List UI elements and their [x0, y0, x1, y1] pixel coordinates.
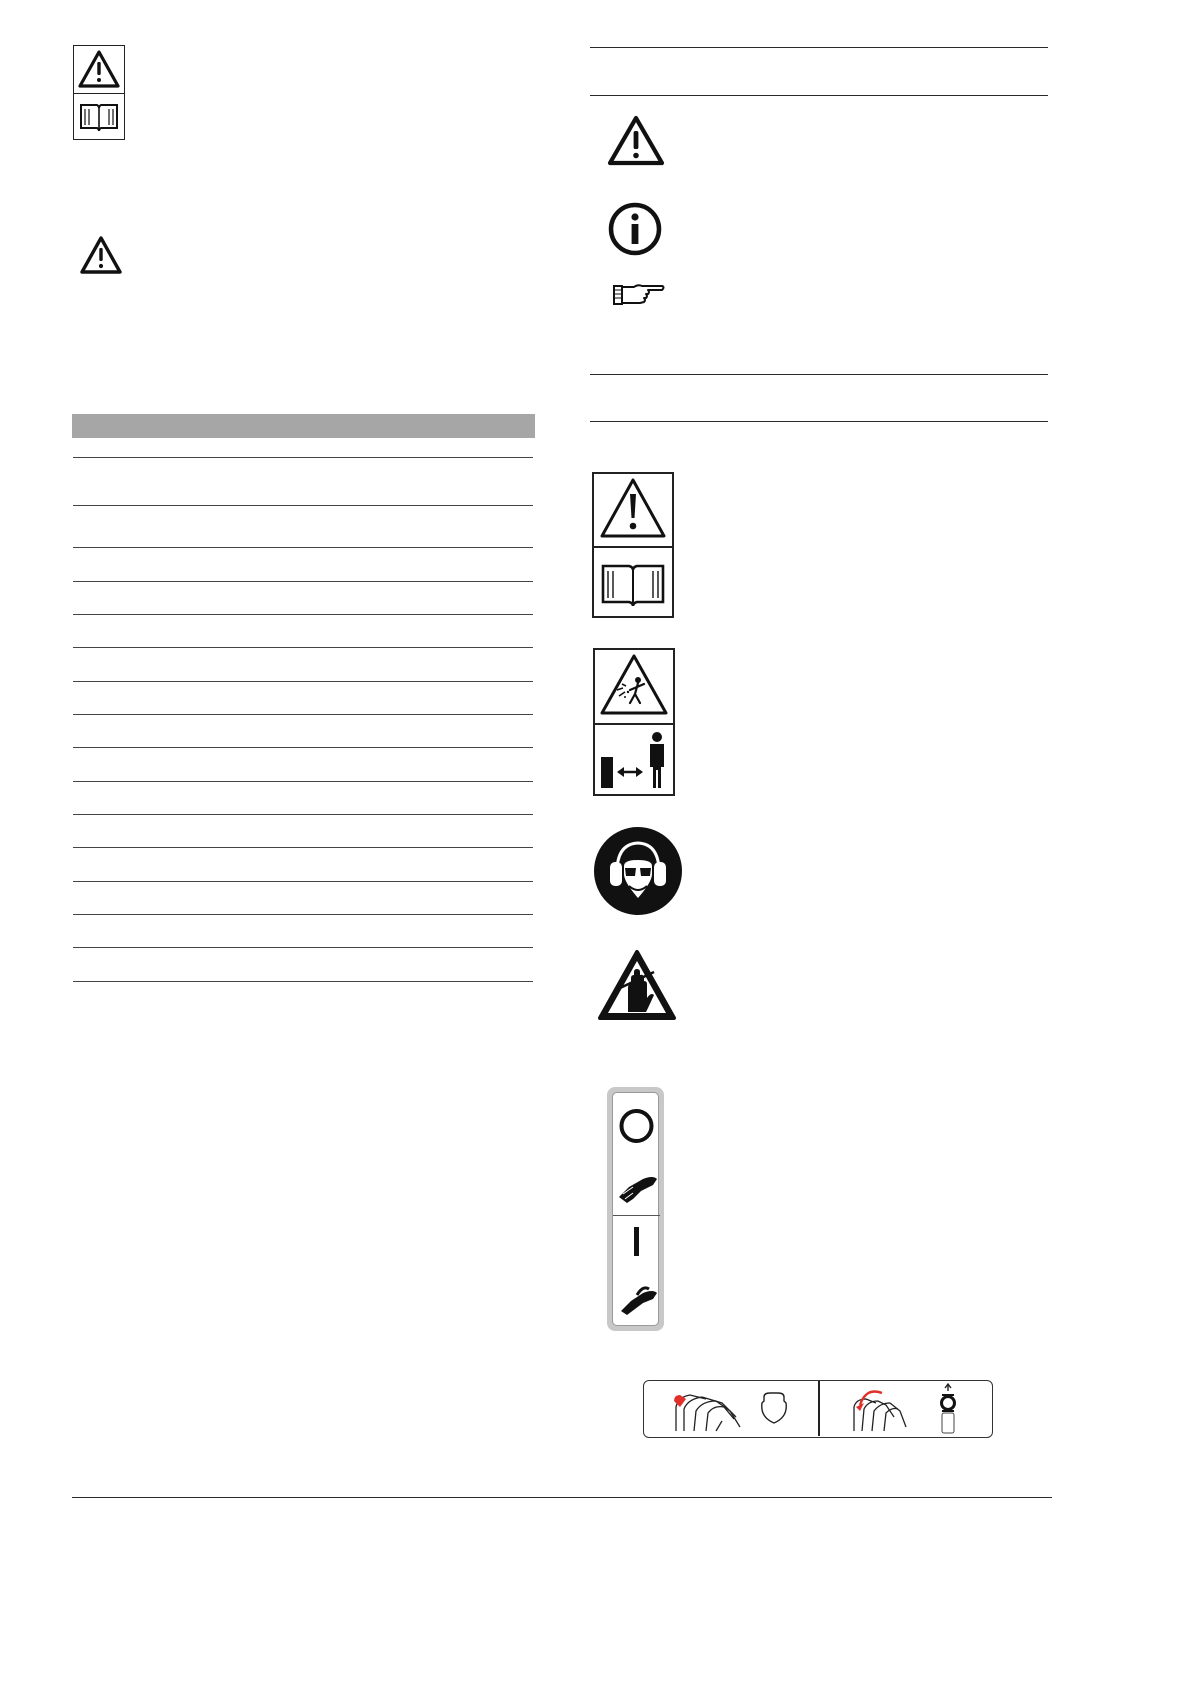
- pointing-hand-icon: [612, 281, 666, 309]
- warning-triangle-icon: [605, 113, 667, 169]
- table-row-divider: [73, 547, 533, 548]
- manual-book-icon: [74, 94, 124, 139]
- handle-fold-right-panel: [820, 1381, 992, 1436]
- safe-distance-icon: [595, 725, 673, 796]
- lever-label-inner: [612, 1092, 659, 1326]
- thrown-objects-warning-icon: [595, 650, 673, 725]
- table-row-divider: [73, 814, 533, 815]
- info-circle-icon: [607, 201, 663, 257]
- warning-triangle-icon: [594, 474, 672, 548]
- stop-circle-icon: [613, 1093, 660, 1213]
- warning-triangle-icon: [77, 233, 125, 277]
- warning-manual-sticker: [73, 45, 125, 140]
- warning-manual-label: [592, 472, 674, 618]
- table-row-divider: [73, 981, 533, 982]
- run-line-icon: [613, 1217, 660, 1325]
- hand-injury-warning-icon: [596, 948, 678, 1024]
- table-row-divider: [73, 781, 533, 782]
- footer-rule: [72, 1497, 1052, 1498]
- table-row-divider: [73, 947, 533, 948]
- table-row-divider: [73, 747, 533, 748]
- section-rule: [590, 47, 1048, 48]
- section-rule: [590, 421, 1048, 422]
- ear-eye-protection-icon: [593, 826, 683, 916]
- stop-start-lever-label: [607, 1087, 664, 1331]
- table-row-divider: [73, 881, 533, 882]
- table-row-divider: [73, 847, 533, 848]
- handle-fold-instruction-label: [643, 1380, 993, 1438]
- table-row-divider: [73, 505, 533, 506]
- handle-fold-left-panel: [644, 1381, 820, 1436]
- table-row-divider: [73, 581, 533, 582]
- table-row-divider: [73, 681, 533, 682]
- warning-triangle-icon: [74, 46, 124, 94]
- table-row-divider: [73, 457, 533, 458]
- table-row-divider: [73, 914, 533, 915]
- table-row-divider: [73, 614, 533, 615]
- manual-book-icon: [594, 548, 672, 618]
- table-row-divider: [73, 714, 533, 715]
- table-header-bar: [72, 414, 535, 438]
- run-section: [613, 1217, 660, 1327]
- section-rule: [590, 374, 1048, 375]
- thrown-objects-distance-label: [593, 648, 675, 796]
- stop-section: [613, 1093, 660, 1216]
- section-rule: [590, 95, 1048, 96]
- table-row-divider: [73, 647, 533, 648]
